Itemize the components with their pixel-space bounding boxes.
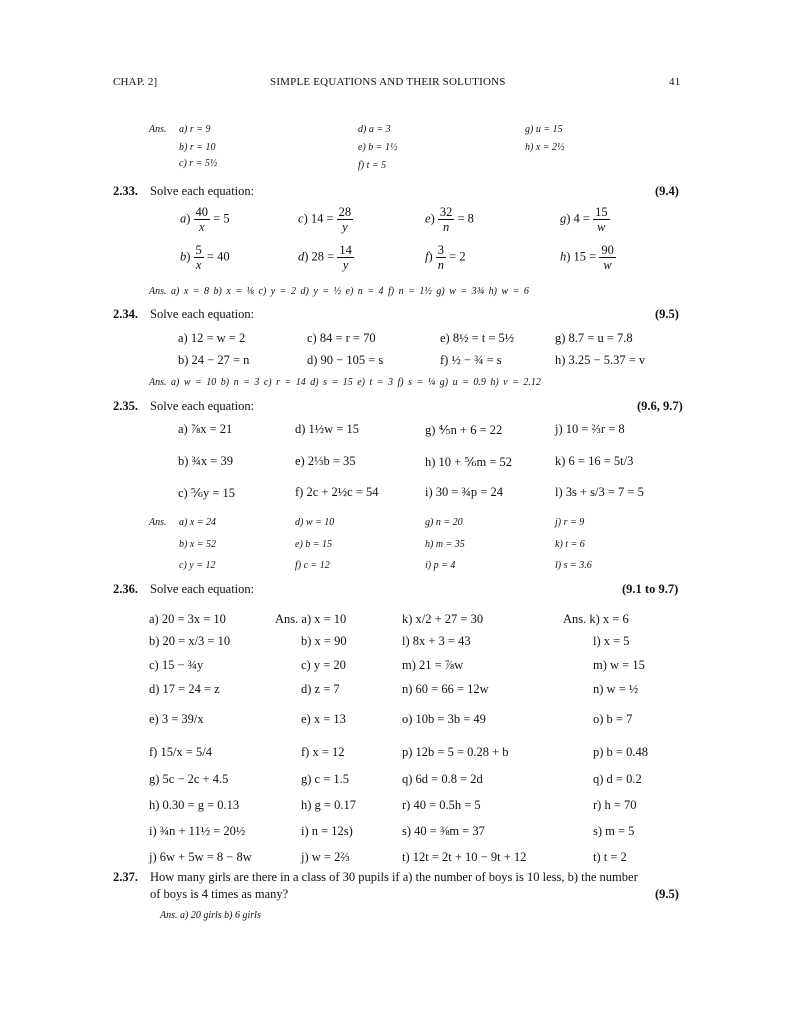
answer-item: d) a = 3 [358, 124, 391, 135]
answer-item: d) w = 10 [295, 517, 335, 528]
answer-item: a) r = 9 [179, 124, 211, 135]
problem-prompt: Solve each equation: [150, 582, 255, 596]
answer-item: h) m = 35 [425, 539, 465, 550]
equation: a) $\frac{40}{x}$ = 5 [180, 205, 230, 234]
problem-number: 2.33. [113, 184, 138, 198]
equation: f) $\frac{3}{n}$ = 2 [425, 243, 466, 272]
answer-item: f) t = 5 [358, 160, 387, 171]
equation: g) 4 = $\frac{15}{w}$ [560, 205, 608, 234]
answer-item: i) n = 12s) [301, 824, 353, 838]
answer-line: Ans. a) w = 10 b) n = 3 c) r = 14 d) s = 15 e) t = 3 f) s = ¼ g) u = 0.9 h) v = 2.12 [149, 377, 541, 388]
equation: d) 28 = $\frac{14}{y}$ [298, 243, 352, 272]
answer-label: Ans. [149, 517, 167, 528]
answer-item: o) b = 7 [593, 712, 633, 726]
equation: e) 8½ = t = 5½ [440, 331, 515, 345]
equation: e) 3 = 39/x [149, 712, 204, 726]
equation: h) 3.25 − 5.37 = v [555, 353, 646, 367]
equation: i) 30 = ¾p = 24 [425, 485, 503, 499]
problem-text: of boys is 4 times as many? [150, 887, 289, 901]
equation: o) 10b = 3b = 49 [402, 712, 486, 726]
answer-item: b) x = 52 [179, 539, 217, 550]
equation: f) 15/x = 5/4 [149, 745, 212, 759]
equation: h) 0.30 = g = 0.13 [149, 798, 240, 812]
answer-item: c) r = 5½ [179, 158, 218, 169]
answer-item: p) b = 0.48 [593, 745, 648, 759]
answer-item: h) g = 0.17 [301, 798, 356, 812]
equation: f) 2c + 2½c = 54 [295, 485, 379, 499]
answer-item: l) x = 5 [593, 634, 630, 648]
answer-item: f) c = 12 [295, 560, 330, 571]
problem-prompt: Solve each equation: [150, 184, 255, 198]
answer-item: d) z = 7 [301, 682, 340, 696]
answer-item: g) c = 1.5 [301, 772, 350, 786]
equation: a) ⅞x = 21 [178, 422, 233, 436]
answer-item: e) b = 1½ [358, 142, 398, 153]
equation: g) ⅘n + 6 = 22 [425, 423, 503, 437]
problem-number: 2.34. [113, 307, 138, 321]
answer-item: c) y = 12 [179, 560, 216, 571]
section-ref: (9.4) [655, 184, 679, 198]
equation: h) 15 = $\frac{90}{w}$ [560, 243, 614, 272]
answer-item: b) r = 10 [179, 142, 216, 153]
problem-prompt: Solve each equation: [150, 307, 255, 321]
section-ref: (9.5) [655, 307, 679, 321]
equation: m) 21 = ⅞w [402, 658, 464, 672]
equation: j) 10 = ⅔r = 8 [555, 422, 625, 436]
answer-item: r) h = 70 [593, 798, 637, 812]
answer-item: n) w = ½ [593, 682, 639, 696]
answer-item: l) s = 3.6 [555, 560, 592, 571]
equation: i) ¾n + 11½ = 20½ [149, 824, 246, 838]
equation: c) 14 = $\frac{28}{y}$ [298, 205, 352, 234]
answer-item: c) y = 20 [301, 658, 346, 672]
chapter-label: CHAP. 2] [113, 76, 158, 88]
equation: c) ⅚y = 15 [178, 486, 236, 500]
equation: l) 3s + s/3 = 7 = 5 [555, 485, 644, 499]
answer-item: j) r = 9 [555, 517, 585, 528]
equation: k) 6 = 16 = 5t/3 [555, 454, 634, 468]
problem-number: 2.36. [113, 582, 138, 596]
answer-item: q) d = 0.2 [593, 772, 642, 786]
equation: j) 6w + 5w = 8 − 8w [149, 850, 252, 864]
answer-item: b) x = 90 [301, 634, 347, 648]
equation: s) 40 = ⅜m = 37 [402, 824, 485, 838]
answer-item: h) x = 2½ [525, 142, 565, 153]
equation: g) 8.7 = u = 7.8 [555, 331, 633, 345]
section-ref: (9.6, 9.7) [637, 399, 683, 413]
answer-item: s) m = 5 [593, 824, 635, 838]
answer-item: a) x = 24 [179, 517, 217, 528]
equation: c) 84 = r = 70 [307, 331, 376, 345]
equation: a) 12 = w = 2 [178, 331, 246, 345]
answer-label: Ans. [149, 124, 167, 135]
equation: d) 90 − 105 = s [307, 353, 384, 367]
equation: l) 8x + 3 = 43 [402, 634, 471, 648]
equation: b) ¾x = 39 [178, 454, 233, 468]
page-number: 41 [669, 76, 681, 88]
equation: b) 20 = x/3 = 10 [149, 634, 231, 648]
equation: b) 24 − 27 = n [178, 353, 250, 367]
answer-item: g) u = 15 [525, 124, 563, 135]
equation: g) 5c − 2c + 4.5 [149, 772, 229, 786]
answer-item: g) n = 20 [425, 517, 463, 528]
answer-item: f) x = 12 [301, 745, 345, 759]
section-ref: (9.1 to 9.7) [622, 582, 679, 596]
equation: k) x/2 + 27 = 30 [402, 612, 484, 626]
answer-item: e) b = 15 [295, 539, 333, 550]
problem-number: 2.37. [113, 870, 138, 884]
answer-item: j) w = 2⅔ [301, 850, 350, 864]
equation: n) 60 = 66 = 12w [402, 682, 489, 696]
page-title: SIMPLE EQUATIONS AND THEIR SOLUTIONS [270, 76, 506, 88]
answer-line: Ans. a) x = 8 b) x = ⅛ c) y = 2 d) y = ½ e) n = 4 f) n = 1½ g) w = 3¾ h) w = 6 [149, 286, 529, 297]
equation: f) ½ − ¾ = s [440, 353, 502, 367]
answer-item: k) t = 6 [555, 539, 585, 550]
answer-line: Ans. a) 20 girls b) 6 girls [160, 910, 261, 921]
answer-item: i) p = 4 [425, 560, 456, 571]
answer-item: e) x = 13 [301, 712, 346, 726]
equation: d) 17 = 24 = z [149, 682, 220, 696]
equation: p) 12b = 5 = 0.28 + b [402, 745, 509, 759]
answer-item: m) w = 15 [593, 658, 645, 672]
equation: t) 12t = 2t + 10 − 9t + 12 [402, 850, 527, 864]
answer-item: Ans. k) x = 6 [563, 612, 629, 626]
answer-item: t) t = 2 [593, 850, 627, 864]
equation: c) 15 − ¾y [149, 658, 204, 672]
answer-item: Ans. a) x = 10 [275, 612, 347, 626]
equation: e) 2⅓b = 35 [295, 454, 356, 468]
equation: r) 40 = 0.5h = 5 [402, 798, 481, 812]
equation: d) 1½w = 15 [295, 422, 359, 436]
equation: e) $\frac{32}{n}$ = 8 [425, 205, 474, 234]
problem-number: 2.35. [113, 399, 138, 413]
equation: h) 10 + ⅚m = 52 [425, 455, 512, 469]
section-ref: (9.5) [655, 887, 679, 901]
problem-text: How many girls are there in a class of 30 pupils if a) the number of boys is 10 less, b) the number [150, 870, 638, 884]
equation: a) 20 = 3x = 10 [149, 612, 226, 626]
equation: q) 6d = 0.8 = 2d [402, 772, 483, 786]
problem-prompt: Solve each equation: [150, 399, 255, 413]
equation: b) $\frac{5}{x}$ = 40 [180, 243, 230, 272]
